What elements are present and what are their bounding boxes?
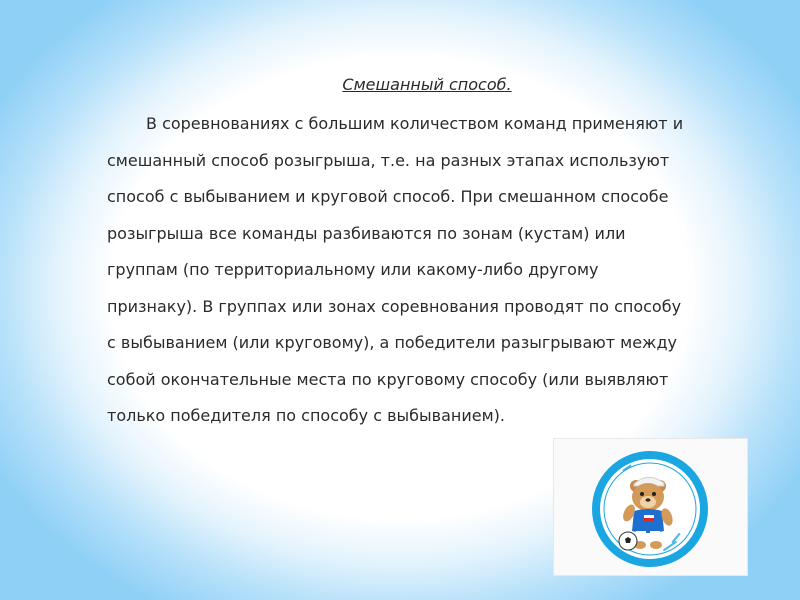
paragraph-line: признаку). В группах или зонах соревнования проводят по способу (107, 296, 682, 316)
logo-image (553, 438, 748, 576)
bear-football-mascot-logo-icon (592, 451, 708, 567)
paragraph-line: группам (по территориальному или какому-либо другому (107, 260, 599, 279)
slide-heading: Смешанный способ. (342, 75, 512, 94)
paragraph-line: способ с выбыванием и круговой способ. При смешанном способе (107, 187, 669, 206)
paragraph-line: В соревнованиях с большим количеством команд применяют и (146, 114, 684, 133)
paragraph-line: розыгрыша все команды разбиваются по зонам (кустам) или (107, 223, 626, 243)
paragraph-line: смешанный способ розыгрыша, т.е. на разных этапах используют (107, 150, 670, 170)
paragraph-line: собой окончательные места по круговому способу (или выявляют (107, 369, 669, 389)
body-paragraph (107, 106, 747, 435)
slide-content (107, 70, 747, 435)
paragraph-line: с выбыванием (или круговому), а победители разыгрывают между (107, 333, 677, 352)
paragraph-line: только победителя по способу с выбыванием). (107, 406, 505, 425)
